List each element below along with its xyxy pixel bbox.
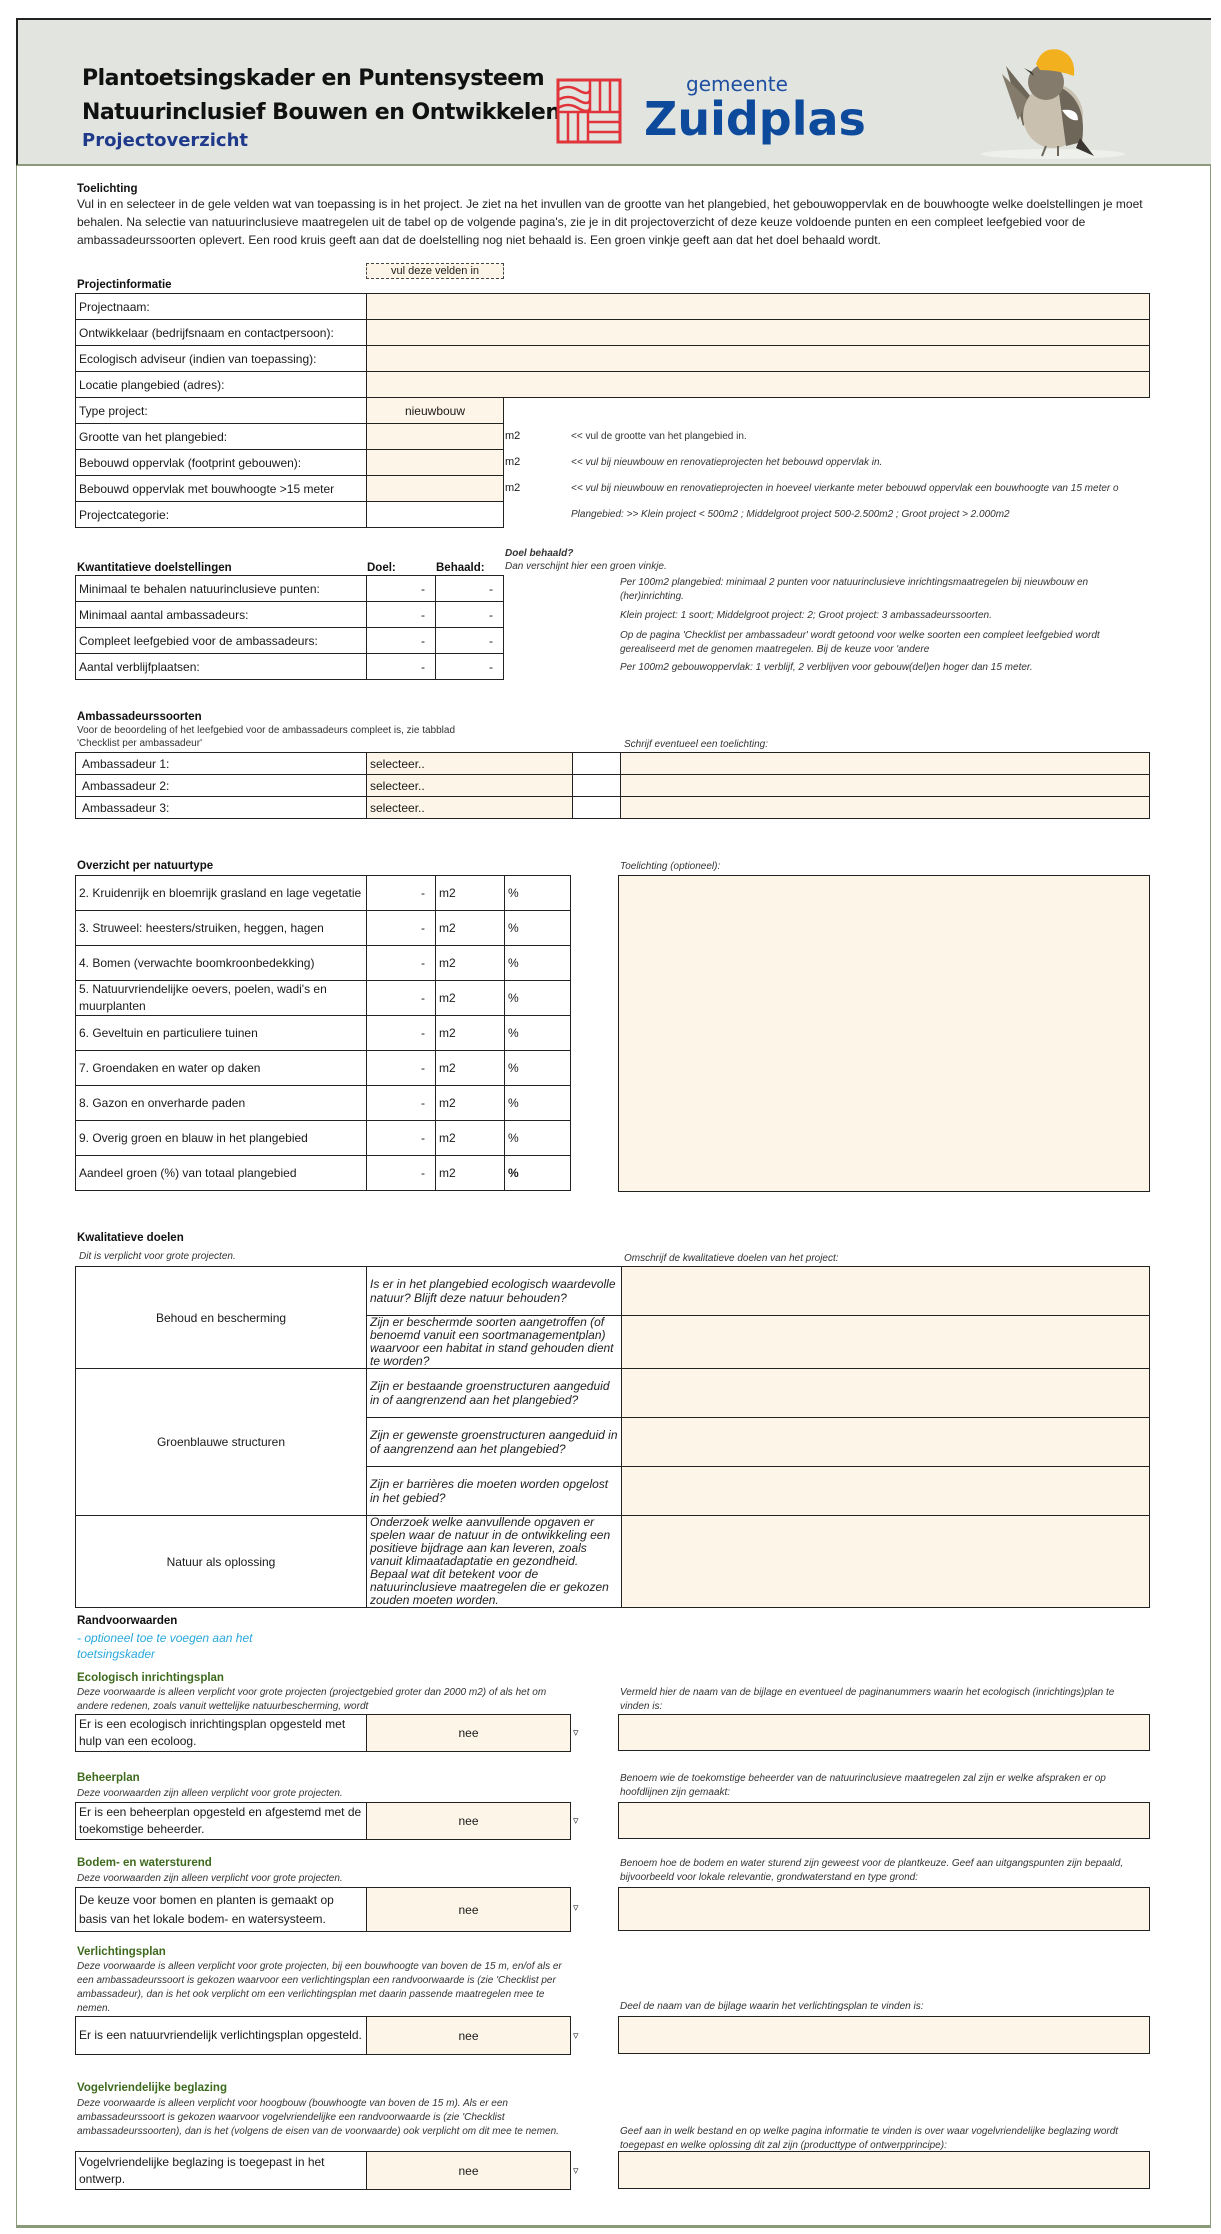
unit-bebouwd: m2	[505, 456, 521, 468]
ambassadeur-label: Ambassadeur 2:	[76, 775, 367, 797]
dropdown-arrow-icon[interactable]: ▿	[573, 1815, 579, 1827]
natuurtype-pct: %	[505, 1086, 571, 1121]
hint-bebouwd: << vul bij nieuwbouw en renovatieprojecten het bebouwd oppervlak in.	[571, 457, 883, 468]
kwal-answer-field[interactable]	[622, 1467, 1150, 1516]
label-projectcategorie: Projectcategorie:	[76, 502, 367, 528]
col-behaald: Behaald:	[436, 562, 485, 574]
group-label: Behoud en bescherming	[76, 1267, 367, 1369]
rv-question: Vogelvriendelijke beglazing is toegepast in het ontwerp.	[76, 2152, 367, 2190]
projectinfo-title: Projectinformatie	[77, 279, 172, 291]
kwant-doel: -	[367, 576, 436, 602]
logo-name: Zuidplas	[644, 92, 866, 146]
rv-title-ecologisch: Ecologisch inrichtingsplan	[77, 1672, 224, 1684]
natuurtype-label: 5. Natuurvriendelijke oevers, poelen, wadi's en muurplanten	[76, 981, 367, 1016]
rv-question: Er is een beheerplan opgesteld en afgestemd met de toekomstige beheerder.	[76, 1803, 367, 1840]
kwal-question: Zijn er gewenste groenstructuren aangeduid in of aangrenzend aan het plangebied?	[367, 1418, 622, 1467]
ambassadeur-3-note-field[interactable]	[621, 797, 1150, 819]
kwal-answer-field[interactable]	[622, 1267, 1150, 1316]
kwant-doel: -	[367, 602, 436, 628]
natuurtype-pct: %	[505, 876, 571, 911]
zuidplas-logo-mark-icon	[556, 78, 622, 149]
ambassadeur-status	[573, 797, 621, 819]
title-line-2: Natuurinclusief Bouwen en Ontwikkelen	[82, 100, 561, 125]
group-label: Groenblauwe structuren	[76, 1369, 367, 1516]
randvoorwaarden-optional: - optioneel toe te voegen aan het toetsingskader	[77, 1631, 253, 1661]
toelichting-text: Vul in en selecteer in de gele velden wat van toepassing is in het project. Je ziet na het invullen van de grootte van het plangebied, het gebouwoppervlak en de bouwhoogte welke doelstellingen je moet behalen. Na selectie van natuurinclusieve maatregelen uit de tabel op de volgende pagina's, zie je in dit projectoverzicht of deze keuze voldoende punten en een compleet leefgebied voor de ambassadeurssoorten oplevert. Een rood kruis geeft aan dat de doelstelling nog niet behaald is. Een groen vinkje geeft aan dat het doel behaald wordt.	[77, 197, 1143, 247]
hint-bebouwd-hoog: << vul bij nieuwbouw en renovatieprojecten in hoeveel vierkante meter bebouwd oppervlak een bouwhoogte van 15 meter o	[571, 483, 1119, 494]
rv-ecologisch-select[interactable]: nee	[367, 1715, 571, 1752]
kwal-question: Zijn er barrières die moeten worden opgelost in het gebied?	[367, 1467, 622, 1516]
rv-verlichting-select[interactable]: nee	[367, 2017, 571, 2055]
dropdown-arrow-icon[interactable]: ▿	[573, 2030, 579, 2042]
locatie-field[interactable]	[367, 372, 1150, 398]
natuurtype-value: -	[367, 946, 436, 981]
kwant-label: Aantal verblijfplaatsen:	[76, 654, 367, 680]
kwal-answer-field[interactable]	[622, 1369, 1150, 1418]
kwantitatief-table	[75, 575, 504, 680]
bebouwd-oppervlak-field[interactable]	[367, 450, 504, 476]
kwal-answer-field[interactable]	[622, 1516, 1150, 1608]
natuurtype-title: Overzicht per natuurtype	[77, 860, 214, 872]
project-size-table	[75, 397, 504, 528]
rv-table-verlichting	[75, 2016, 571, 2055]
ambassadeur-status	[573, 753, 621, 775]
rv-question: De keuze voor bomen en planten is gemaakt op basis van het lokale bodem- en watersysteem.	[76, 1888, 367, 1932]
rv-right-label: Deel de naam van de bijlage waarin het verlichtingsplan te vinden is:	[620, 2001, 924, 2012]
natuurtype-unit: m2	[436, 1051, 505, 1086]
toelichting-title: Toelichting	[77, 183, 138, 195]
grootte-field[interactable]	[367, 424, 504, 450]
projectcategorie-value	[367, 502, 504, 528]
rv-table-bodem	[75, 1887, 571, 1932]
dropdown-arrow-icon[interactable]: ▿	[573, 1727, 579, 1739]
kwal-answer-field[interactable]	[622, 1418, 1150, 1467]
ambassadeur-2-select[interactable]: selecteer..	[367, 775, 573, 797]
natuurtype-label: 6. Geveltuin en particuliere tuinen	[76, 1016, 367, 1051]
ambassadeurs-desc-1: Voor de beoordeling of het leefgebied voor de ambassadeurs compleet is, zie tabblad	[77, 725, 456, 736]
ambassadeur-1-select[interactable]: selecteer..	[367, 753, 573, 775]
label-ontwikkelaar: Ontwikkelaar (bedrijfsnaam en contactpersoon):	[76, 320, 367, 346]
label-bebouwd-hoog: Bebouwd oppervlak met bouwhoogte >15 meter	[76, 476, 367, 502]
rv-beglazing-note-field[interactable]	[618, 2151, 1150, 2189]
rv-table-ecologisch	[75, 1714, 571, 1752]
rv-desc: Deze voorwaarde is alleen verplicht voor hoogbouw (bouwhoogte van boven de 15 m). Als er een ambassadeurssoort is gekozen waarvoor vogelvriendelijke een randvoorwaarde is (zie 'Checklist ambassadeurssoorten), dan is het (volgens de eisen van de voorwaarde) ook verplicht om dit mee te nemen.	[77, 2098, 559, 2137]
ecologisch-adviseur-field[interactable]	[367, 346, 1150, 372]
label-locatie: Locatie plangebied (adres):	[76, 372, 367, 398]
rv-bodem-select[interactable]: nee	[367, 1888, 571, 1932]
randvoorwaarden-title: Randvoorwaarden	[77, 1615, 178, 1627]
kwant-doel: -	[367, 654, 436, 680]
natuurtype-pct: %	[505, 1016, 571, 1051]
natuurtype-unit: m2	[436, 1121, 505, 1156]
natuurtype-pct: %	[505, 1121, 571, 1156]
ontwikkelaar-field[interactable]	[367, 320, 1150, 346]
rv-ecologisch-note-field[interactable]	[618, 1714, 1150, 1751]
ambassadeur-label: Ambassadeur 3:	[76, 797, 367, 819]
natuurtype-note-label: Toelichting (optioneel):	[620, 861, 721, 872]
kwal-answer-field[interactable]	[622, 1316, 1150, 1369]
rv-question: Er is een ecologisch inrichtingsplan opgesteld met hulp van een ecoloog.	[76, 1715, 367, 1752]
natuurtype-label: Aandeel groen (%) van totaal plangebied	[76, 1156, 367, 1191]
kwant-behaald: -	[436, 654, 504, 680]
title-line-1: Plantoetsingskader en Puntensysteem	[82, 66, 545, 91]
bebouwd-hoog-field[interactable]	[367, 476, 504, 502]
label-ecologisch-adviseur: Ecologisch adviseur (indien van toepassing):	[76, 346, 367, 372]
header-banner	[16, 18, 1211, 166]
kwalitatief-table	[75, 1266, 1150, 1608]
natuurtype-label: 8. Gazon en onverharde paden	[76, 1086, 367, 1121]
rv-title-bodem: Bodem- en watersturend	[77, 1857, 212, 1869]
rv-table-beheerplan	[75, 1802, 571, 1840]
projectnaam-field[interactable]	[367, 294, 1150, 320]
natuurtype-pct: %	[505, 946, 571, 981]
type-project-select[interactable]: nieuwbouw	[367, 398, 504, 424]
ambassadeur-status	[573, 775, 621, 797]
achieved-sub: Dan verschijnt hier een groen vinkje.	[505, 561, 667, 572]
natuurtype-unit: m2	[436, 981, 505, 1016]
natuurtype-label: 2. Kruidenrijk en bloemrijk grasland en lage vegetatie	[76, 876, 367, 911]
rv-title-beheerplan: Beheerplan	[77, 1772, 140, 1784]
natuurtype-table	[75, 875, 571, 1191]
ambassadeurs-note-label: Schrijf eventueel een toelichting:	[624, 739, 768, 750]
kwalitatief-sub: Dit is verplicht voor grote projecten.	[79, 1251, 236, 1262]
rv-beheerplan-note-field[interactable]	[618, 1802, 1150, 1839]
natuurtype-unit: m2	[436, 1156, 505, 1191]
natuurtype-unit: m2	[436, 876, 505, 911]
natuurtype-unit: m2	[436, 911, 505, 946]
natuurtype-value: -	[367, 911, 436, 946]
natuurtype-unit: m2	[436, 1086, 505, 1121]
rv-right-label: Geef aan in welk bestand en op welke pagina informatie te vinden is over waar vogelvriendelijke beglazing wordt toegepast en welke oplossing dit zal zijn (producttype of ontwerpprincipe):	[620, 2126, 1119, 2151]
kwalitatief-note-label: Omschrijf de kwalitatieve doelen van het project:	[624, 1253, 839, 1264]
natuurtype-unit: m2	[436, 1016, 505, 1051]
kwant-behaald: -	[436, 602, 504, 628]
label-bebouwd-oppervlak: Bebouwd oppervlak (footprint gebouwen):	[76, 450, 367, 476]
kwant-label: Minimaal aantal ambassadeurs:	[76, 602, 367, 628]
rv-desc: Deze voorwaarden zijn alleen verplicht voor grote projecten.	[77, 1873, 343, 1884]
kwant-label: Minimaal te behalen natuurinclusieve punten:	[76, 576, 367, 602]
natuurtype-value: -	[367, 1156, 436, 1191]
ambassadeur-1-note-field[interactable]	[621, 753, 1150, 775]
natuurtype-pct: %	[505, 911, 571, 946]
natuurtype-label: 4. Bomen (verwachte boomkroonbedekking)	[76, 946, 367, 981]
unit-grootte: m2	[505, 430, 521, 442]
natuurtype-pct: %	[505, 981, 571, 1016]
natuurtype-value: -	[367, 876, 436, 911]
natuurtype-label: 9. Overig groen en blauw in het plangebied	[76, 1121, 367, 1156]
natuurtype-value: -	[367, 1051, 436, 1086]
natuurtype-value: -	[367, 1086, 436, 1121]
ambassadeur-label: Ambassadeur 1:	[76, 753, 367, 775]
kwant-behaald: -	[436, 576, 504, 602]
kwant-behaald: -	[436, 628, 504, 654]
natuurtype-pct: %	[505, 1051, 571, 1086]
kwal-question: Zijn er bestaande groenstructuren aangeduid in of aangrenzend aan het plangebied?	[367, 1369, 622, 1418]
rv-desc: Deze voorwaarden zijn alleen verplicht voor grote projecten.	[77, 1788, 343, 1799]
rv-right-label: Benoem wie de toekomstige beheerder van de natuurinclusieve maatregelen zal zijn er welke afspraken er op hoofdlijnen zijn gemaakt:	[620, 1773, 1106, 1798]
bird-mascot-icon	[978, 30, 1128, 169]
kwal-question: Is er in het plangebied ecologisch waardevolle natuur? Blijft deze natuur behouden?	[367, 1267, 622, 1316]
rv-right-label: Benoem hoe de bodem en water sturend zijn geweest voor de plantkeuze. Geef aan uitgangspunten zijn bepaald, bijvoorbeeld voor lokale relevantie, grondwaterstand en type grond:	[620, 1858, 1124, 1883]
unit-bebouwd-hoog: m2	[505, 482, 521, 494]
rv-desc: Deze voorwaarde is alleen verplicht voor grote projecten, bij een bouwhoogte van boven de 15 m, en/of als er een ambassadeurssoort is gekozen waarvoor een verlichtingsplan een randvoorwaarde is (zie 'Checklist per ambassadeur), dan is het ook verplicht om een verlichtingsplan met daarin passende maatregelen mee te nemen.	[77, 1961, 562, 2014]
rv-verlichting-note-field[interactable]	[618, 2016, 1150, 2054]
rv-bodem-note-field[interactable]	[618, 1887, 1150, 1931]
dropdown-arrow-icon[interactable]: ▿	[573, 1902, 579, 1914]
natuurtype-value: -	[367, 1121, 436, 1156]
ambassadeur-3-select[interactable]: selecteer..	[367, 797, 573, 819]
col-doel: Doel:	[367, 562, 396, 574]
rv-title-beglazing: Vogelvriendelijke beglazing	[77, 2082, 227, 2094]
rv-beheerplan-select[interactable]: nee	[367, 1803, 571, 1840]
kwant-note: Per 100m2 gebouwoppervlak: 1 verblijf, 2 verblijven voor gebouw(del)en hoger dan 15 meter.	[620, 662, 1033, 673]
kwant-note: Per 100m2 plangebied: minimaal 2 punten voor natuurinclusieve inrichtingsmaatregelen bij nieuwbouw en (her)inrichting.	[620, 577, 1089, 602]
achieved-title: Doel behaald?	[505, 548, 574, 559]
rv-beglazing-select[interactable]: nee	[367, 2152, 571, 2190]
fill-hint-legend: vul deze velden in	[366, 263, 504, 279]
page-subtitle: Projectoverzicht	[82, 130, 249, 151]
natuurtype-unit: m2	[436, 946, 505, 981]
natuurtype-note-field[interactable]	[618, 875, 1150, 1192]
kwant-note: Op de pagina 'Checklist per ambassadeur' wordt getoond voor welke soorten een compleet leefgebied wordt gerealiseerd met de genomen maatregelen. Bij de keuze voor 'andere	[620, 630, 1100, 655]
natuurtype-value: -	[367, 1016, 436, 1051]
hint-projectcategorie: Plangebied: >> Klein project < 500m2 ; Middelgroot project 500-2.500m2 ; Groot project > 2.000m2	[571, 509, 1010, 520]
ambassadeurs-table	[75, 752, 1150, 819]
logo-prefix: gemeente	[686, 72, 788, 96]
label-projectnaam: Projectnaam:	[76, 294, 367, 320]
natuurtype-label: 3. Struweel: heesters/struiken, heggen, hagen	[76, 911, 367, 946]
kwantitatief-title: Kwantitatieve doelstellingen	[77, 562, 232, 574]
kwal-question: Zijn er beschermde soorten aangetroffen (of benoemd vanuit een soortmanagementplan) waarvoor een habitat in stand gehouden dient te worden?	[367, 1316, 622, 1369]
dropdown-arrow-icon[interactable]: ▿	[573, 2165, 579, 2177]
hint-grootte: << vul de grootte van het plangebied in.	[571, 431, 747, 442]
kwant-label: Compleet leefgebied voor de ambassadeurs:	[76, 628, 367, 654]
natuurtype-label: 7. Groendaken en water op daken	[76, 1051, 367, 1086]
rv-table-beglazing	[75, 2151, 571, 2190]
group-label: Natuur als oplossing	[76, 1516, 367, 1608]
rv-question: Er is een natuurvriendelijk verlichtingsplan opgesteld.	[76, 2017, 367, 2055]
ambassadeur-2-note-field[interactable]	[621, 775, 1150, 797]
projectinfo-table	[75, 293, 1150, 398]
rv-right-label: Vermeld hier de naam van de bijlage en eventueel de paginanummers waarin het ecologisch (inrichtings)plan te vinden is:	[620, 1687, 1115, 1712]
kwant-doel: -	[367, 628, 436, 654]
kwant-note: Klein project: 1 soort; Middelgroot project: 2; Groot project: 3 ambassadeurssoorten.	[620, 610, 992, 621]
ambassadeurs-title: Ambassadeurssoorten	[77, 711, 202, 723]
kwalitatief-title: Kwalitatieve doelen	[77, 1232, 184, 1244]
rv-desc: Deze voorwaarde is alleen verplicht voor grote projecten (projectgebied groter dan 2000 m2) of als het om andere redenen, zoals vanuit wettelijke natuurbescherming, wordt	[77, 1687, 547, 1712]
label-grootte: Grootte van het plangebied:	[76, 424, 367, 450]
natuurtype-pct: %	[505, 1156, 571, 1191]
rv-title-verlichting: Verlichtingsplan	[77, 1946, 166, 1958]
natuurtype-value: -	[367, 981, 436, 1016]
label-type-project: Type project:	[76, 398, 367, 424]
kwal-question: Onderzoek welke aanvullende opgaven er spelen waar de natuur in de ontwikkeling een positieve bijdrage aan kan leveren, zoals vanuit klimaatadaptatie en gezondheid. Bepaal wat dit betekent voor de natuurinclusieve maatregelen die er gekozen zouden moeten worden.	[367, 1516, 622, 1608]
ambassadeurs-desc-2: 'Checklist per ambassadeur'	[77, 738, 202, 749]
